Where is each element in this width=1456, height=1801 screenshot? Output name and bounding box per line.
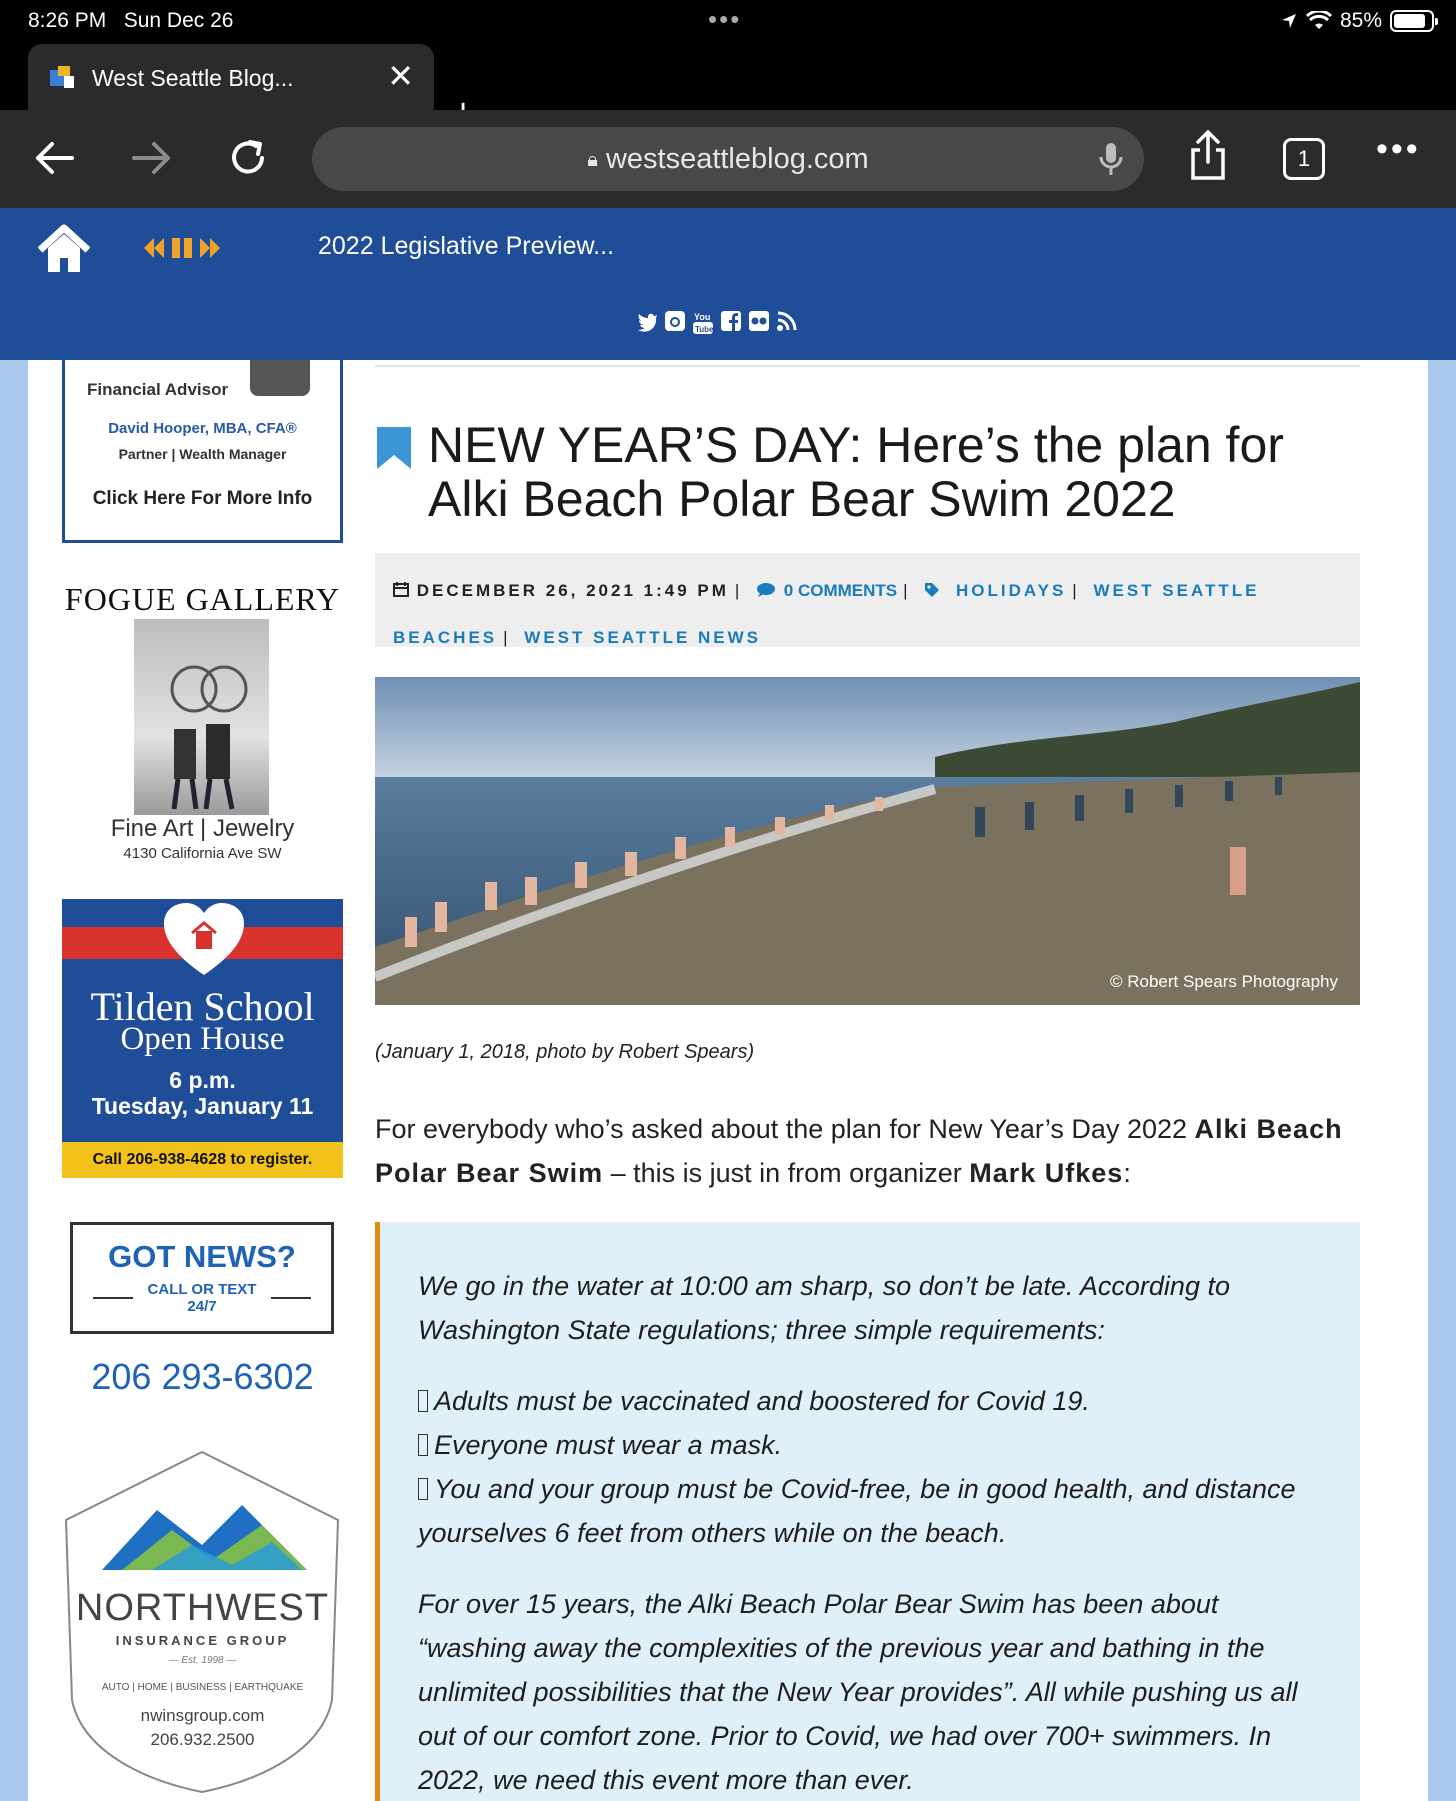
advisor-title: Financial Advisor [87, 380, 229, 399]
quote-paragraph: For over 15 years, the Alki Beach Polar Bear Swim has been about “washing away the complexities of the previous year and bathing in the unlimited possibilities that the New Year provides”. All while pushing us all out of our comfort zone. Prior to Covid, we had over 700+ swimmers. In 2022, we need this event more than ever. [418, 1589, 1298, 1795]
lock-icon: 🔒︎ [587, 149, 598, 171]
battery-percent: 85% [1339, 9, 1382, 32]
url-text: westseattleblog.com [605, 143, 869, 175]
site-header [0, 208, 1456, 360]
back-icon[interactable] [32, 138, 76, 178]
northwest-insurance-ad[interactable] [62, 1450, 343, 1795]
photo-credit: © Robert Spears Photography [1110, 972, 1338, 991]
location-icon [1280, 12, 1298, 30]
category-link[interactable]: WEST SEATTLE BEACHES [393, 581, 1260, 647]
close-tab-icon[interactable]: ✕ [387, 58, 414, 94]
article-meta: DECEMBER 26, 2021 1:49 PM | 0 COMMENTS | HOLIDAYS | WEST SEATTLE BEACHES | WEST SEATTLE NEWS [375, 553, 1360, 647]
requirements-list [418, 1379, 1326, 1555]
requirement-item: Everyone must wear a mask. [434, 1430, 783, 1460]
organizer-quote [375, 1222, 1360, 1801]
ticker-controls-icon[interactable] [142, 236, 224, 260]
status-indicators [1280, 9, 1434, 33]
instagram-icon[interactable] [664, 310, 686, 332]
tilden-title: Tilden School [90, 984, 315, 1029]
got-news-sub: CALL OR TEXT 24/7 [147, 1281, 257, 1315]
svg-text:You: You [694, 312, 711, 322]
requirement-item: Adults must be vaccinated and boostered for Covid 19. [434, 1386, 1090, 1416]
advisor-ad[interactable] [62, 360, 343, 543]
tabs-icon[interactable]: 1 [1283, 138, 1325, 180]
event-name: Alki Beach Polar Bear Swim [375, 1114, 1343, 1188]
northwest-web: nwinsgroup.com [140, 1706, 265, 1725]
youtube-icon[interactable] [692, 310, 714, 336]
category-link[interactable]: WEST SEATTLE NEWS [524, 628, 762, 647]
divider [375, 365, 1360, 367]
svg-text:Tube: Tube [695, 325, 714, 334]
fogue-line1: Fine Art | Jewelry [110, 815, 295, 842]
comment-icon [756, 582, 776, 598]
news-ticker[interactable]: 2022 Legislative Preview... [318, 232, 615, 260]
requirement-item: You and your group must be Covid-free, be in good health, and distance yourselves 6 feet from others while on the beach. [418, 1474, 1296, 1548]
news-phone[interactable]: 206 293-6302 [91, 1356, 314, 1397]
missing-glyph-icon [418, 1390, 428, 1412]
multitask-dots-icon[interactable]: ••• [708, 4, 742, 34]
fogue-line2: 4130 California Ave SW [123, 845, 282, 862]
tilden-date: Tuesday, January 11 [91, 1093, 314, 1119]
advisor-name: David Hooper, MBA, CFA® [108, 420, 297, 437]
article-intro: For everybody who’s asked about the plan for New Year’s Day 2022 Alki Beach Polar Bear Swim – this is just in from organizer Mark Ufkes: [375, 1114, 1343, 1188]
battery-icon [1390, 10, 1434, 32]
house-icon[interactable] [36, 224, 92, 274]
twitter-icon[interactable] [636, 310, 658, 332]
organizer-name: Mark Ufkes [969, 1158, 1124, 1188]
status-bar [0, 0, 1456, 42]
forward-icon[interactable] [130, 138, 174, 178]
more-icon[interactable]: ••• [1376, 130, 1421, 168]
advisor-photo [250, 360, 310, 396]
browser-tab[interactable] [28, 44, 434, 110]
northwest-lines: AUTO | HOME | BUSINESS | EARTHQUAKE [101, 1682, 304, 1693]
missing-glyph-icon [418, 1478, 428, 1500]
fogue-brand: FOGUE GALLERY [64, 581, 341, 617]
share-icon[interactable] [1188, 128, 1228, 184]
reload-icon[interactable] [226, 136, 270, 180]
northwest-est: — Est. 1998 — [168, 1655, 237, 1666]
northwest-name: NORTHWEST [75, 1587, 330, 1629]
tab-strip [0, 42, 1456, 110]
facebook-icon[interactable] [720, 310, 742, 332]
missing-glyph-icon [418, 1434, 428, 1456]
tag-icon [924, 582, 940, 598]
northwest-group: INSURANCE GROUP [115, 1633, 290, 1648]
quote-paragraph: We go in the water at 10:00 am sharp, so don’t be late. According to Washington State regulations; three simple requirements: [418, 1271, 1230, 1345]
comments-link[interactable]: 0 COMMENTS [783, 581, 898, 600]
tab-title: West Seattle Blog... [92, 65, 294, 91]
tilden-subtitle: Open House [120, 1021, 285, 1057]
tilden-time: 6 p.m. [169, 1067, 236, 1093]
mic-icon[interactable] [1098, 141, 1124, 177]
bookmark-icon [375, 425, 413, 471]
beach-photo [375, 677, 1360, 1005]
site-favicon-icon [48, 64, 76, 90]
rss-icon[interactable] [776, 310, 798, 332]
got-news-ad[interactable] [70, 1222, 334, 1334]
wifi-icon [1306, 11, 1332, 31]
article-headline[interactable]: NEW YEAR’S DAY: Here’s the plan for Alki Beach Polar Bear Swim 2022 [428, 417, 1284, 527]
advisor-cta[interactable]: Click Here For More Info [92, 488, 313, 509]
northwest-phone: 206.932.2500 [150, 1730, 255, 1749]
address-bar[interactable] [312, 127, 1144, 191]
advisor-role: Partner | Wealth Manager [118, 446, 287, 462]
browser-toolbar [0, 110, 1456, 208]
heart-icon [162, 901, 246, 979]
social-links [636, 310, 798, 336]
photo-caption: (January 1, 2018, photo by Robert Spears) [375, 1041, 755, 1063]
tilden-call: Call 206-938-4628 to register. [62, 1142, 343, 1178]
article-date: DECEMBER 26, 2021 1:49 PM [416, 581, 729, 600]
flickr-icon[interactable] [748, 310, 770, 332]
fogue-gallery-ad[interactable] [62, 575, 343, 875]
category-link[interactable]: HOLIDAYS [956, 581, 1067, 600]
got-news-headline: GOT NEWS? [108, 1239, 296, 1274]
fogue-artwork [134, 619, 269, 815]
article-photo[interactable] [375, 677, 1360, 1005]
status-time: 8:26 PM Sun Dec 26 [28, 9, 234, 32]
tilden-school-ad[interactable] [62, 899, 343, 1178]
calendar-icon [393, 581, 409, 597]
